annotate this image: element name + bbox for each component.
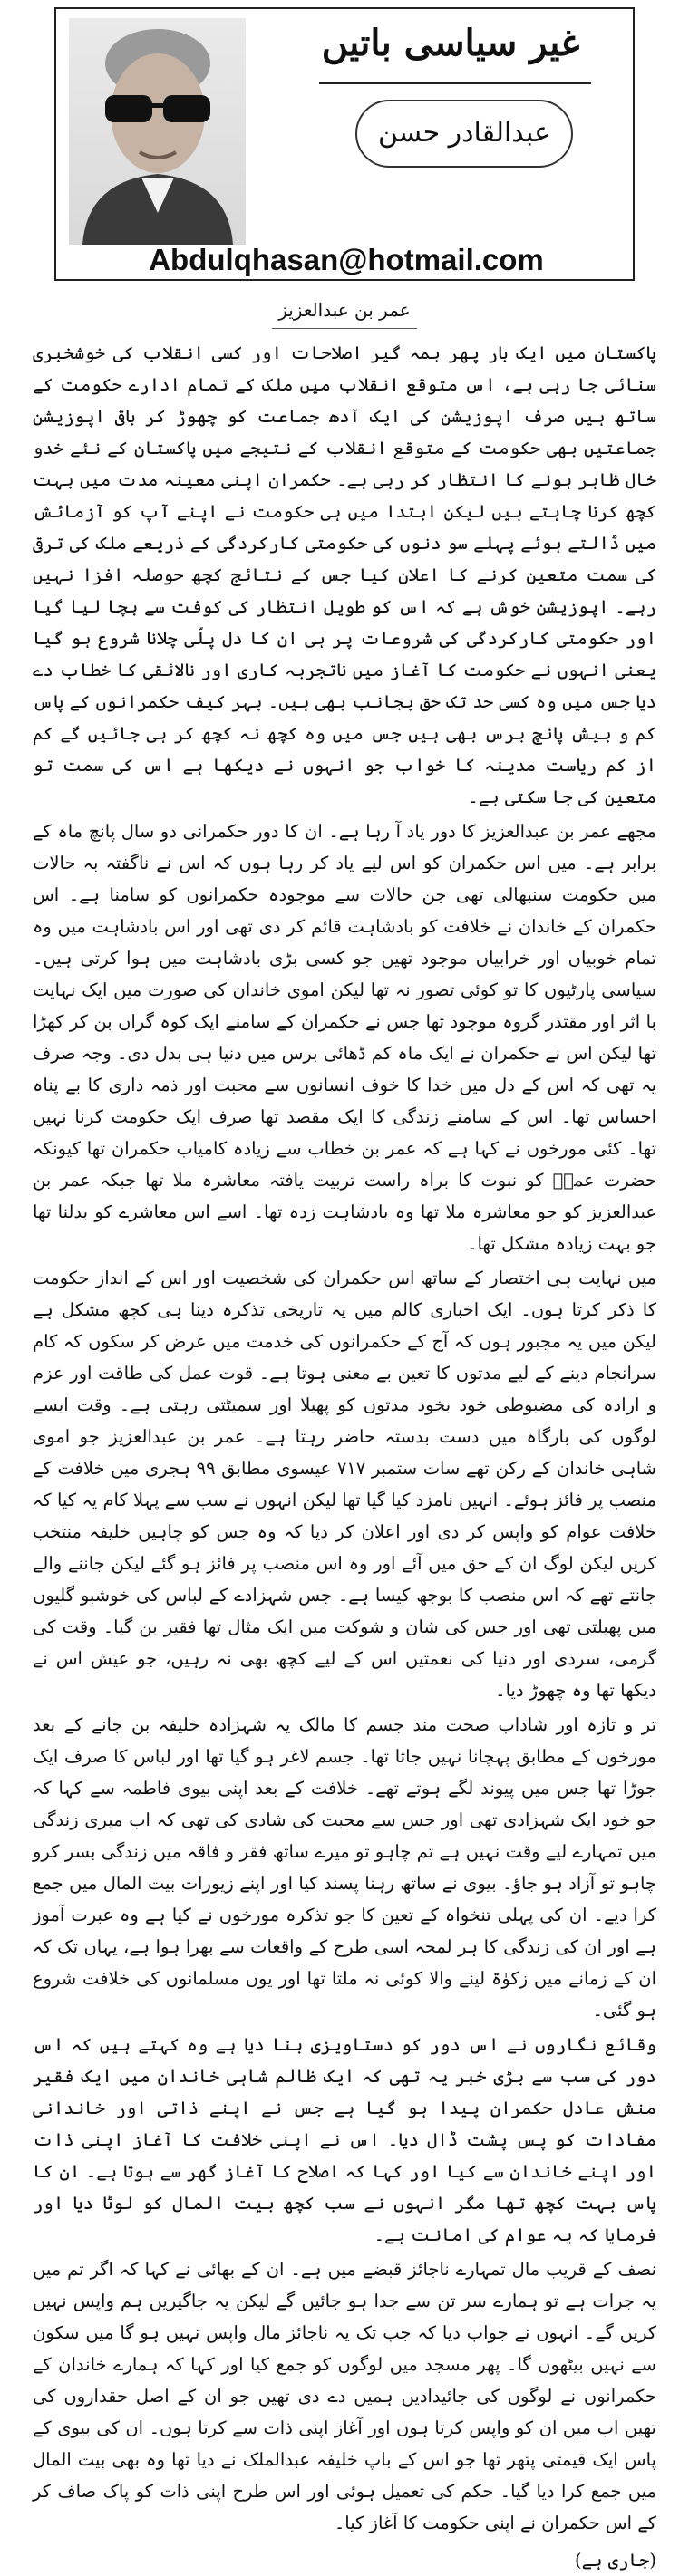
author-photo	[69, 18, 246, 245]
title-underline	[319, 82, 591, 84]
author-email: Abdulqhasan@hotmail.com	[149, 243, 544, 276]
article-paragraph: میں نہایت ہی اختصار کے ساتھ اس حکمران کی شخصیت اور اس کے انداز حکومت کا ذکر کرتا ہوں۔ ایک اخباری کالم میں یہ تاریخی تذکرہ دینا ہی کچھ مشکل ہے لیکن میں یہ مجبور ہوں کہ آج کے حکمرانوں کی خدمت میں عرض کر سکوں کہ کام سرانجام دینے کے لیے مدتوں کا تعین بے معنی ہوتا ہے۔ قوت عمل کی طاقت اور عزم و ارادہ کی مضبوطی خود بخود مدتوں کو پھیلا اور سمیٹتی رہتی ہے۔ وقت ایسے لوگوں کی بارگاہ میں دست بدستہ حاضر رہتا ہے۔ عمر بن عبدالعزیز جو اموی شاہی خاندان کے رکن تھے سات ستمبر ۷۱۷ عیسوی مطابق ۹۹ ہجری میں خلافت کے منصب پر فائز ہوئے۔ انہیں نامزد کیا گیا تھا لیکن انہوں نے سب سے پہلا کام یہ کیا کہ خلافت عوام کو واپس کر دی اور اعلان کر دیا کہ وہ جس کو چاہیں خلیفہ منتخب کریں لیکن لوگ ان کے حق میں آئے اور وہ اس منصب پر فائز ہو گئے لیکن جاننے والے جانتے تھے کہ اس منصب کا بوجھ کیسا ہے۔ جس شہزادے کے لباس کی خوشبو گلیوں میں پھیلتی تھی اور جس کی شان و شوکت میں ایک مثال تھا فقیر بن گیا۔ وقت کی گرمی، سردی اور دنیا کی نعمتیں اس کے لیے کچھ بھی نہ رہیں، جو عیش اس نے دیکھا تھا وہ چھوڑ دیا۔	[33, 1268, 657, 1701]
continued-note: (جاری ہے)	[575, 2550, 656, 2571]
article-paragraph: پاکستان میں ایک بار پھر ہمہ گیر اصلاحات اور کسی انقلاب کی خوشخبری سنائی جا رہی ہے، اس متوقع انقلاب میں ملک کے تمام ادارے حکومت کے ساتھ ہیں صرف اپوزیشن کی ایک آدھ جماعت کو چھوڑ کر باقی اپوزیشن جماعتیں بھی حکومت کے متوقع انقلاب کے نتیجے میں پاکستان کے نئے خدو خال ظاہر ہونے کا انتظار کر رہی ہے۔ حکمران اپنی معینہ مدت میں بہت کچھ کرنا چاہتے ہیں لیکن ابتدا میں ہی حکومت نے اپنے آپ کو آزمائش میں ڈالتے ہوئے پہلے سو دنوں کی حکومتی کارکردگی کے ذریعے ملک کی ترقی کی سمت متعین کرنے کا اعلان کیا جس کے نتائج کچھ حوصلہ افزا نہیں رہے۔ اپوزیشن خوش ہے کہ اس کو طویل انتظار کی کوفت سے بچا لیا گیا اور حکومتی کارکردگی کی شروعات پر ہی ان کا دل پلّی چلانا شروع ہو گیا یعنی انہوں نے حکومت کا آغاز میں ناتجربہ کاری اور نالائقی کا خطاب دے دیا جس میں وہ کسی حد تک حق بجانب بھی ہیں۔ بہر کیف حکمرانوں کے پاس کم و بیش پانچ برس بھی ہیں جس میں وہ کچھ نہ کچھ کر ہی جائیں گے کم از کم ریاست مدینہ کا خواب جو انہوں نے دیکھا ہے اس کی سمت تو متعین کی جا سکتی ہے۔	[33, 343, 656, 807]
article-paragraph: مجھے عمر بن عبدالعزیز کا دور یاد آ رہا ہے۔ ان کا دور حکمرانی دو سال پانچ ماہ کے برابر ہے۔ میں اس حکمران کو اس لیے یاد کر رہا ہوں کہ اس نے ناگفتہ بہ حالات میں حکومت سنبھالی تھی جن حالات سے موجودہ حکمرانوں کو سامنا ہے۔ اس حکمران کے خاندان نے خلافت کو بادشاہت قائم کر دی تھی اور اس بادشاہت میں وہ تمام خوبیاں اور خرابیاں موجود تھیں جو کسی بڑی بادشاہت میں ہوا کرتی ہیں۔ سیاسی پارٹیوں کا تو کوئی تصور نہ تھا لیکن اموی خاندان کی صورت میں ایک نہایت با اثر اور مقتدر گروہ موجود تھا جس نے حکمران کے سامنے ایک کوہ گراں بن کر کھڑا تھا لیکن اس نے حکمران نے ایک ماہ کم ڈھائی برس میں دنیا ہی بدل دی۔ وجہ صرف یہ تھی کہ اس کے دل میں خدا کا خوف انسانوں سے محبت اور ذمہ داری کا بے پناہ احساس تھا۔ اس کے سامنے زندگی کا ایک مقصد تھا صرف ایک حکومت کرنا نہیں تھا۔ کئی مورخوں نے کہا ہے کہ عمر بن خطاب سے زیادہ کامیاب حکمران تھا کیونکہ حضرت عمرؓ کو نبوت کا براہ راست تربیت یافتہ معاشرہ ملا تھا جبکہ عمر بن عبدالعزیز کو جو معاشرہ ملا تھا وہ بادشاہت زدہ تھا۔ اسے اس معاشرے کو بدلنا تھا جو بہت زیادہ مشکل تھا۔	[33, 821, 656, 1254]
title-divider	[272, 328, 417, 329]
article-title: عمر بن عبدالعزیز	[278, 299, 411, 321]
column-title: غیر سیاسی باتیں	[321, 22, 580, 64]
article-body	[33, 337, 656, 2576]
article-paragraph: وقائع نگاروں نے اس دور کو دستاویزی بنا دیا ہے وہ کہتے ہیں کہ اس دور کی سب سے بڑی خبر یہ تھی کہ ایک ظالم شاہی خاندان میں ایک فقیر منش عادل حکمران پیدا ہو گیا ہے جس نے اپنے ذاتی اور خاندانی مفادات کو پس پشت ڈال دیا۔ اس نے اپنی خلافت کا آغاز اپنی ذات اور اپنے خاندان سے کیا اور کہا کہ اصلاح کا آغاز گھر سے ہوتا ہے۔ ان کا پاس بہت کچھ تھا مگر انہوں نے سب کچھ بیت المال کو لوٹا دیا اور فرمایا کہ یہ عوام کی امانت ہے۔	[33, 2034, 656, 2245]
article-paragraph: تر و تازہ اور شاداب صحت مند جسم کا مالک یہ شہزادہ خلیفہ بن جانے کے بعد مورخوں کے مطابق پہچانا نہیں جاتا تھا۔ جسم لاغر ہو گیا تھا اور لباس کا صرف ایک جوڑا تھا جس میں پیوند لگے ہوتے تھے۔ خلافت کے بعد اپنی بیوی فاطمہ سے کہا کہ جو خود ایک شہزادی تھی اور جس سے محبت کی شادی کی تھی کہ اب میری زندگی میں تمہارے لیے وقت نہیں ہے تم چاہو تو میرے ساتھ فقر و فاقہ میں زندگی بسر کرو چاہو تو آزاد ہو جاؤ۔ بیوی نے ساتھ رہنا پسند کیا اور اپنے زیورات بیت المال میں جمع کرا دیے۔ ان کی پہلی تنخواہ کے تعین کا جو تذکرہ مورخوں نے کیا ہے وہ عبرت آموز ہے اور ان کی زندگی کا ہر لمحہ اسی طرح کے واقعات سے بھرا ہوا ہے، یہاں تک کہ ان کے زمانے میں زکوٰۃ لینے والا کوئی نہ ملتا تھا اور یوں مسلمانوں کی خلافت شروع ہو گئی۔	[33, 1714, 656, 2021]
column-header	[54, 7, 635, 281]
author-portrait-icon	[69, 18, 246, 245]
author-name: عبدالقادر حسن	[355, 100, 573, 168]
article-paragraph: نصف کے قریب مال تمہارے ناجائز قبضے میں ہے۔ ان کے بھائی نے کہا کہ اگر تم میں یہ جرات ہے تو ہمارے سر تن سے جدا ہو جائیں گے لیکن یہ جاگیریں ہم واپس نہیں کریں گے۔ انہوں نے جواب دیا کہ جب تک یہ ناجائز مال واپس نہیں ہو گا میں سکون سے نہیں بیٹھوں گا۔ پھر مسجد میں لوگوں کو جمع کیا اور کہا کہ ہمارے خاندان کے حکمرانوں نے لوگوں کی جائیدادیں ہمیں دے دی تھیں جو ان کے اصل حقداروں کی تھیں اب میں ان کو واپس کرتا ہوں اور آغاز اپنی ذات سے کرتا ہوں۔ ان کی بیوی کے پاس ایک قیمتی پتھر تھا جو اس کے باپ خلیفہ عبدالملک نے دیا تھا وہ بھی بیت المال میں جمع کرا دیا گیا۔ حکم کی تعمیل ہوئی اور اس طرح اپنی ذات کو پاک صاف کر کے اس حکمران نے اپنی حکومت کا آغاز کیا۔	[33, 2259, 656, 2533]
